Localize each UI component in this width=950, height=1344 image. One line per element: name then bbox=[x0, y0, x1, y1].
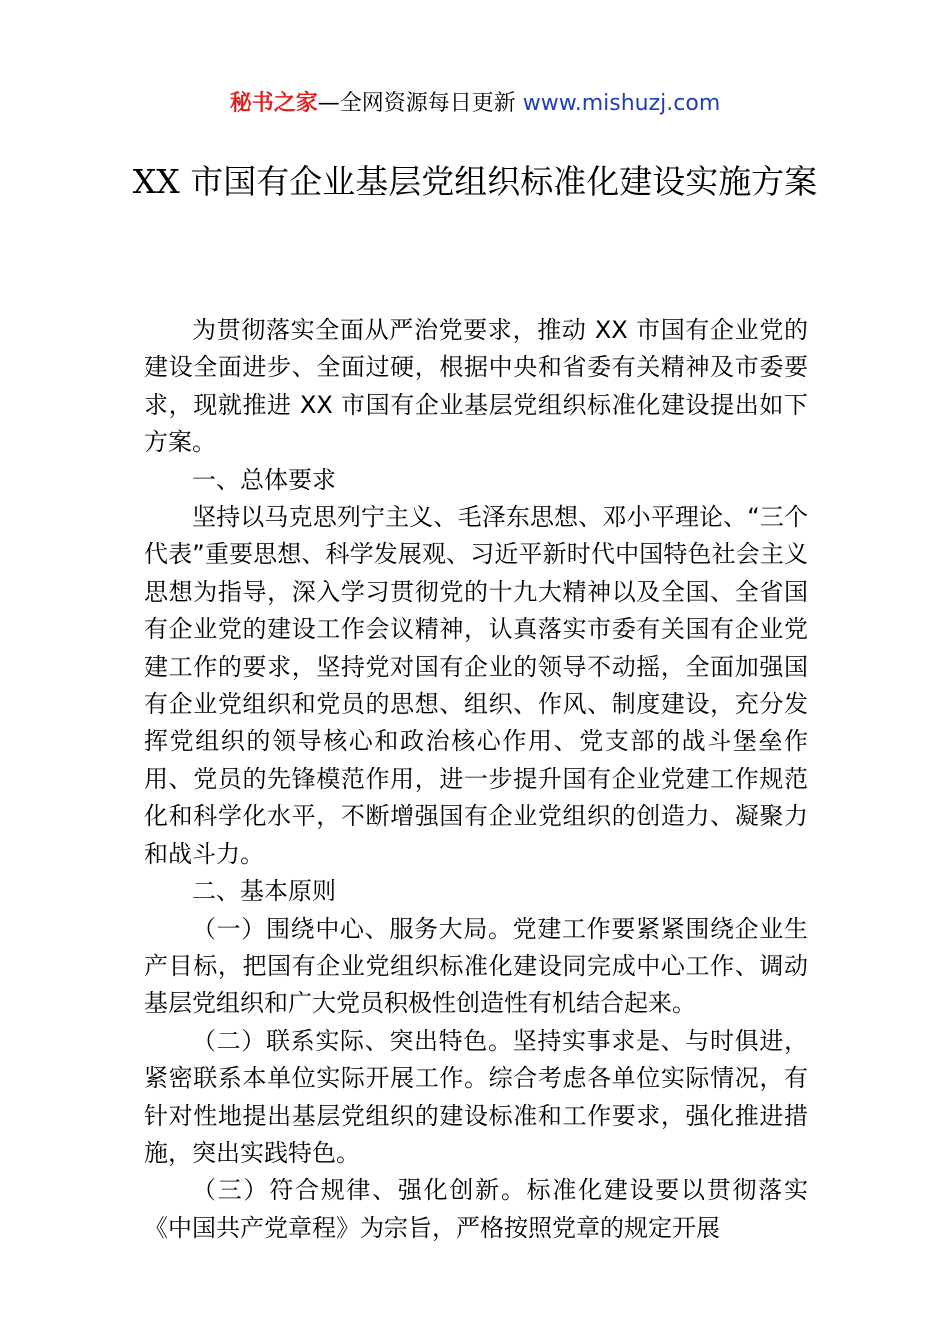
site-url-link[interactable]: www.mishuzj.com bbox=[522, 91, 721, 116]
title-prefix: XX bbox=[132, 162, 180, 201]
paragraph-principle-1: （一）围绕中心、服务大局。党建工作要紧紧围绕企业生产目标，把国有企业党组织标准化建设同完成中心工作、调动基层党组织和广大党员积极性创造性有机结合起来。 bbox=[144, 914, 808, 1018]
site-slogan: —全网资源每日更新 bbox=[317, 91, 523, 116]
paragraph-intro: 为贯彻落实全面从严治党要求，推动 XX 市国有企业党的建设全面进步、全面过硬，根据中央和省委有关精神及市委要求，现就推进 XX 市国有企业基层党组织标准化建设提出如下方案。 bbox=[144, 316, 808, 457]
title-text: 市国有企业基层党组织标准化建设实施方案 bbox=[179, 162, 818, 201]
paragraph-general-requirements: 坚持以马克思列宁主义、毛泽东思想、邓小平理论、“三个代表”重要思想、科学发展观、习近平新时代中国特色社会主义思想为指导，深入学习贯彻党的十九大精神以及全国、全省国有企业党的建设工作会议精神，认真落实市委有关国有企业党建工作的要求，坚持党对国有企业的领导不动摇，全面加强国有企业党组织和党员的思想、组织、作风、制度建设，充分发挥党组织的领导核心和政治核心作用、党支部的战斗堡垒作用、党员的先锋模范作用，进一步提升国有企业党建工作规范化和科学化水平，不断增强国有企业党组织的创造力、凝聚力和战斗力。 bbox=[144, 503, 808, 868]
document-title bbox=[100, 146, 850, 218]
document-body bbox=[144, 312, 808, 1247]
section-heading-general-requirements: 一、总体要求 bbox=[192, 465, 336, 494]
paragraph-principle-3: （三）符合规律、强化创新。标准化建设要以贯彻落实《中国共产党章程》为宗旨，严格按照党章的规定开展 bbox=[144, 1176, 808, 1242]
site-brand: 秘书之家 bbox=[229, 91, 318, 116]
site-header bbox=[0, 88, 950, 120]
section-heading-basic-principles: 二、基本原则 bbox=[192, 877, 336, 906]
paragraph-principle-2: （二）联系实际、突出特色。坚持实事求是、与时俱进，紧密联系本单位实际开展工作。综合考虑各单位实际情况，有针对性地提出基层党组织的建设标准和工作要求，强化推进措施，突出实践特色。 bbox=[144, 1026, 808, 1167]
